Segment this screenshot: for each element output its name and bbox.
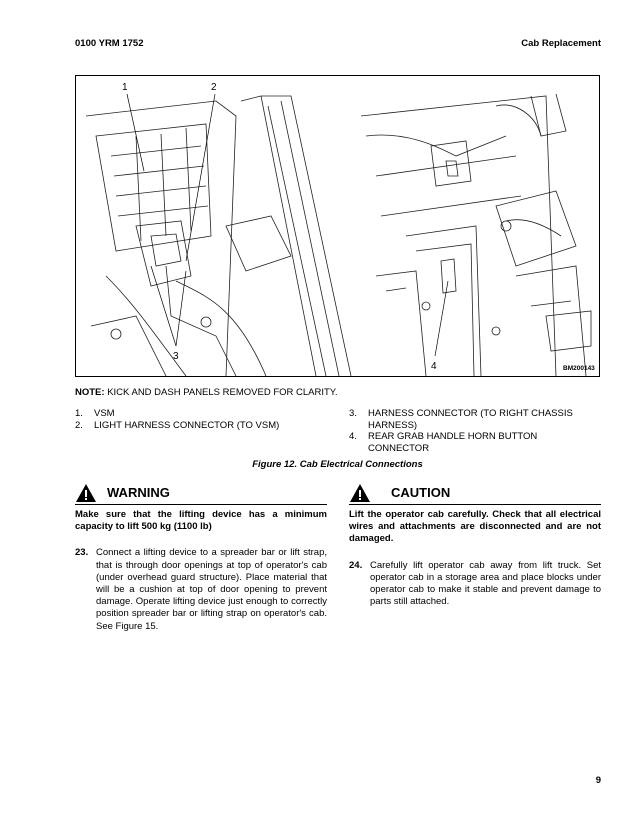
left-column	[75, 482, 327, 633]
legend-text: REAR GRAB HANDLE HORN BUTTON CONNECTOR	[368, 431, 538, 454]
figure-caption: Figure 12. Cab Electrical Connections	[252, 459, 423, 470]
figure-cab-electrical	[75, 75, 600, 377]
warning-text: Make sure that the lifting device has a minimum capacity to lift 500 kg (1100 lb)	[75, 509, 327, 533]
legend-number: 3.	[349, 408, 357, 419]
callout-3: 3	[173, 351, 179, 362]
warning-triangle-icon	[349, 483, 371, 503]
step-text: Carefully lift operator cab away from lift truck. Set operator cab in a storage area and place blocks under operator cab to make it stable and prevent damage to parts still attached.	[370, 559, 601, 608]
legend-number: 2.	[75, 419, 83, 431]
step-text: Connect a lifting device to a spreader bar or lift strap, that is through door openings at top of operator's cab (under overhead guard structure). Place material that will be a cushion at top of door opening to prevent damage. Operate lifting device just enough to correctly position spreader bar or lifting strap on operator's cab. See Figure 15.	[96, 547, 327, 632]
note-text: KICK AND DASH PANELS REMOVED FOR CLARITY.	[104, 387, 338, 398]
legend-item	[349, 408, 599, 431]
legend-text: HARNESS CONNECTOR (TO RIGHT CHASSIS HARNESS)	[368, 408, 573, 431]
right-column	[349, 482, 601, 608]
figure-note	[75, 387, 338, 398]
procedure-step	[349, 560, 601, 609]
legend-text: LIGHT HARNESS CONNECTOR (TO VSM)	[94, 419, 280, 431]
figure-legend-left	[75, 408, 325, 431]
note-label: NOTE:	[75, 387, 105, 398]
callout-2: 2	[211, 82, 217, 93]
callout-4: 4	[431, 361, 437, 372]
legend-number: 4.	[349, 431, 357, 442]
legend-item	[349, 431, 599, 454]
legend-item	[75, 420, 325, 432]
legend-number: 1.	[75, 408, 83, 419]
figure-id: BM200143	[563, 365, 595, 372]
step-number: 23.	[75, 547, 89, 559]
figure-legend-right	[349, 408, 599, 454]
legend-text: VSM	[94, 408, 115, 419]
section-title: Cab Replacement	[521, 38, 601, 49]
step-number: 24.	[349, 559, 363, 571]
warning-header	[75, 482, 327, 505]
procedure-step	[75, 547, 327, 632]
callout-1: 1	[122, 82, 128, 93]
warning-triangle-icon	[75, 483, 97, 503]
caution-header	[349, 482, 601, 505]
legend-item	[75, 408, 325, 420]
technical-illustration	[76, 76, 599, 376]
caution-text: Lift the operator cab carefully. Check that all electrical wires and attachments are disconnected and are not damaged.	[349, 509, 601, 545]
document-id: 0100 YRM 1752	[75, 38, 144, 49]
caution-title: CAUTION	[391, 484, 451, 500]
page-number: 9	[595, 775, 601, 786]
warning-title: WARNING	[107, 484, 170, 500]
